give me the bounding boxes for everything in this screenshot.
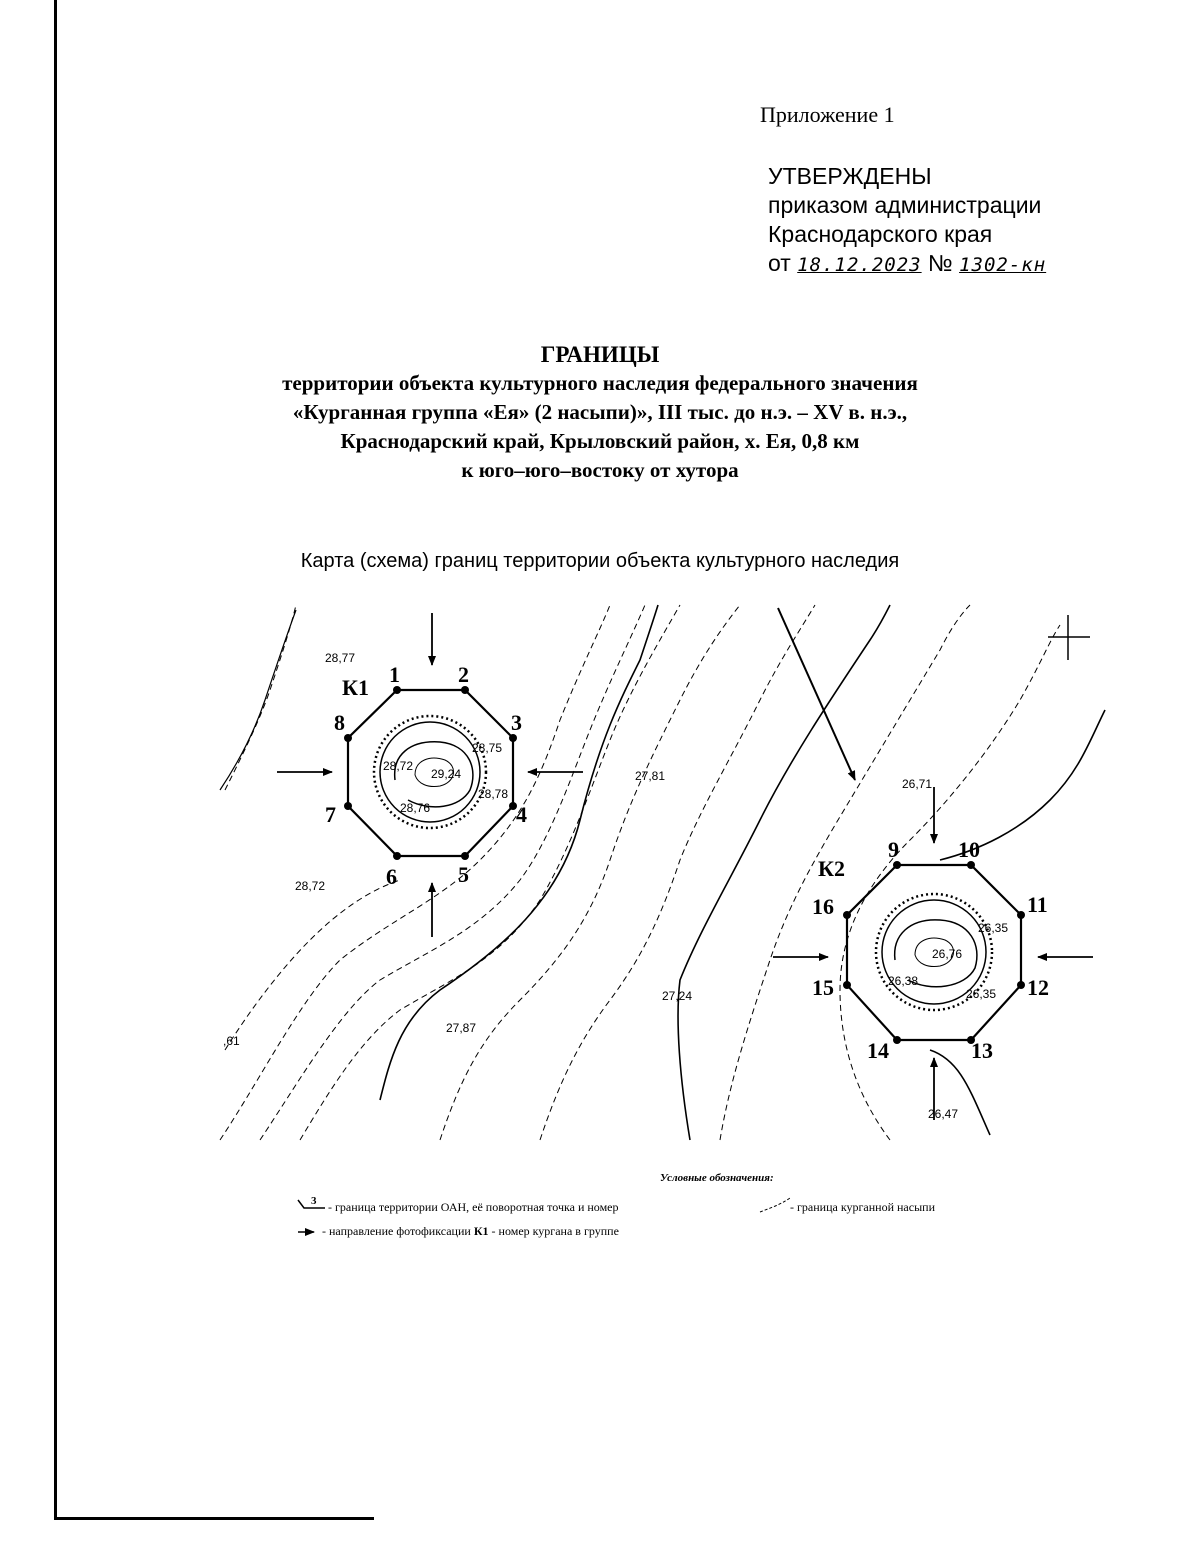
legend-mound-symbol: К1 bbox=[473, 1224, 489, 1238]
turning-point-number: 5 bbox=[458, 862, 469, 887]
approved-by-order: приказом администрации bbox=[768, 192, 1042, 218]
turning-point-number: 15 bbox=[812, 975, 834, 1000]
legend-mound-number-text: - номер кургана в группе bbox=[491, 1224, 619, 1238]
elevation-mark: 29,24 bbox=[431, 767, 462, 781]
turning-point-number: 7 bbox=[325, 802, 336, 827]
elevation-mark: 28,72 bbox=[383, 759, 414, 773]
legend-title: Условные обозначения: bbox=[660, 1172, 774, 1184]
appendix-label: Приложение 1 bbox=[760, 102, 895, 127]
date-prefix: от bbox=[768, 250, 791, 276]
elevation-mark: 26,35 bbox=[978, 921, 1009, 935]
title-line-2: «Курганная группа «Ея» (2 насыпи)», III тыс. до н.э. – XV в. н.э., bbox=[292, 400, 908, 424]
turning-point-number: 1 bbox=[389, 662, 400, 687]
elevation-mark: 27,87 bbox=[446, 1021, 477, 1035]
mound-number-k2: К2 bbox=[818, 856, 845, 881]
order-number: 1302-кн bbox=[959, 254, 1047, 276]
photo-direction-arrow bbox=[778, 608, 855, 780]
elevation-mark: 26,71 bbox=[902, 777, 933, 791]
turning-point-number: 11 bbox=[1027, 892, 1048, 917]
turning-point-number: 6 bbox=[386, 864, 397, 889]
approved-region: Краснодарского края bbox=[768, 221, 993, 247]
elevation-mark: 26,47 bbox=[928, 1107, 959, 1121]
elevation-mark: 26,76 bbox=[932, 947, 963, 961]
map-caption: Карта (схема) границ территории объекта культурного наследия bbox=[300, 550, 900, 572]
elevation-mark: 27,24 bbox=[662, 989, 693, 1003]
mound-number-k1: К1 bbox=[342, 675, 369, 700]
turning-point-number: 9 bbox=[888, 837, 899, 862]
title-heading: ГРАНИЦЫ bbox=[540, 342, 660, 367]
approved-heading: УТВЕРЖДЕНЫ bbox=[768, 163, 932, 189]
elevation-mark: 28,77 bbox=[325, 651, 356, 665]
legend-boundary-number: 3 bbox=[311, 1195, 317, 1207]
turning-point-number: 4 bbox=[516, 802, 527, 827]
elevation-mark: 28,76 bbox=[400, 801, 431, 815]
turning-point-number: 2 bbox=[458, 662, 469, 687]
turning-point-number: 13 bbox=[971, 1038, 993, 1063]
turning-point-number: 16 bbox=[812, 894, 834, 919]
turning-point-number: 3 bbox=[511, 710, 522, 735]
elevation-mark: 28,75 bbox=[472, 741, 503, 755]
elevation-mark: 26,35 bbox=[966, 987, 997, 1001]
elevation-mark: 28,78 bbox=[478, 787, 509, 801]
elevation-mark: 28,72 bbox=[295, 879, 326, 893]
elevation-mark: ,61 bbox=[223, 1034, 240, 1048]
title-line-1: территории объекта культурного наследия федерального значения bbox=[282, 371, 918, 395]
legend-item-boundary: - граница территории ОАН, её поворотная точка и номер bbox=[328, 1200, 619, 1214]
turning-point-number: 8 bbox=[334, 710, 345, 735]
turning-point-number: 10 bbox=[958, 837, 980, 862]
title-line-3: Краснодарский край, Крыловский район, х. Ея, 0,8 км bbox=[340, 429, 860, 453]
turning-point-number: 12 bbox=[1027, 975, 1049, 1000]
mound-legend-icon bbox=[760, 1198, 790, 1212]
number-prefix: № bbox=[928, 250, 953, 276]
elevation-mark: 27,81 bbox=[635, 769, 666, 783]
legend-item-mound: - граница курганной насыпи bbox=[790, 1200, 935, 1214]
order-date: 18.12.2023 bbox=[797, 254, 922, 276]
turning-point-number: 14 bbox=[867, 1038, 889, 1063]
elevation-mark: 26,38 bbox=[888, 974, 919, 988]
legend-item-photo bbox=[322, 1224, 619, 1239]
title-line-4: к юго–юго–востоку от хутора bbox=[461, 458, 739, 482]
legend-photo-text: - направление фотофиксации bbox=[322, 1224, 471, 1238]
compass-icon bbox=[1048, 615, 1090, 660]
